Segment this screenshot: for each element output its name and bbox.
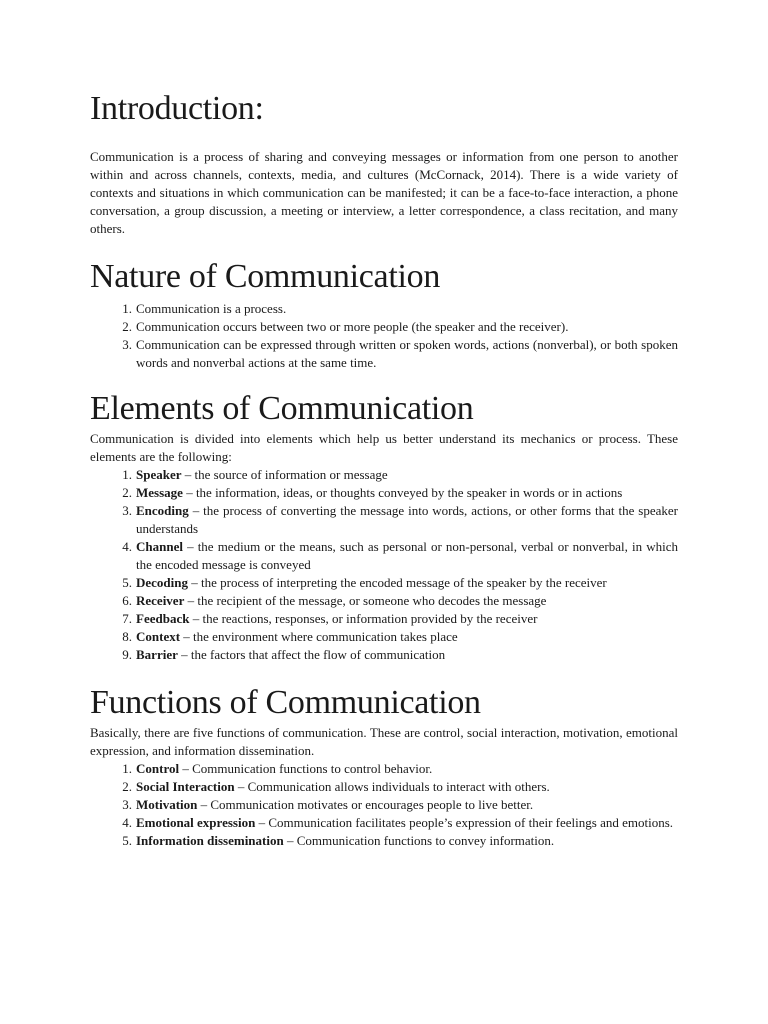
term-description: – the source of information or message	[181, 467, 388, 482]
list-number: 2.	[122, 485, 132, 500]
term-description: – the factors that affect the flow of communication	[177, 647, 446, 662]
list-item	[90, 466, 678, 484]
list-item	[90, 628, 678, 646]
list-number: 3.	[122, 797, 132, 812]
list-number: 8.	[122, 629, 132, 644]
term-description: – Communication functions to convey information.	[283, 833, 555, 848]
list-number: 1.	[122, 761, 132, 776]
list-number: 9.	[122, 647, 132, 662]
term: Information dissemination	[136, 833, 284, 848]
elements-list	[90, 466, 678, 664]
list-number: 6.	[122, 593, 132, 608]
list-item	[90, 484, 678, 502]
list-item	[90, 318, 678, 336]
term: Message	[136, 485, 183, 500]
introduction-paragraph: Communication is a process of sharing and conveying messages or information from one person to another within and across channels, contexts, media, and cultures (McCornack, 2014). There is a wide variety of contexts and situations in which communication can be manifested; it can be a face-to-face interaction, a phone conversation, a group discussion, a meeting or interview, a letter correspondence, a class recitation, and many others.	[90, 149, 678, 236]
list-number: 2.	[122, 779, 132, 794]
term: Speaker	[136, 467, 182, 482]
term: Receiver	[136, 593, 185, 608]
term: Context	[136, 629, 181, 644]
list-item	[90, 502, 678, 538]
list-number: 7.	[122, 611, 132, 626]
list-number: 1.	[122, 467, 132, 482]
term-description: – the reactions, responses, or information provided by the receiver	[189, 611, 538, 626]
list-number: 5.	[122, 575, 132, 590]
list-item	[90, 592, 678, 610]
list-text: Communication is a process.	[136, 301, 287, 316]
list-item	[90, 538, 678, 574]
list-text: Communication can be expressed through written or spoken words, actions (nonverbal), or both spoken words and nonverbal actions at the same time.	[136, 337, 678, 370]
list-item	[90, 778, 678, 796]
list-number: 3.	[122, 503, 132, 518]
term: Motivation	[136, 797, 198, 812]
introduction-heading: Introduction:	[90, 90, 264, 127]
list-item	[90, 760, 678, 778]
list-item	[90, 610, 678, 628]
term-description: – the process of interpreting the encoded message of the speaker by the receiver	[188, 575, 607, 590]
list-number: 3.	[122, 337, 132, 352]
term-description: – Communication motivates or encourages people to live better.	[197, 797, 534, 812]
term: Channel	[136, 539, 183, 554]
term: Encoding	[136, 503, 189, 518]
term-description: – the process of converting the message into words, actions, or other forms that the speaker understands	[136, 503, 678, 536]
term: Control	[136, 761, 180, 776]
nature-heading: Nature of Communication	[90, 258, 441, 295]
term-description: – the environment where communication takes place	[180, 629, 458, 644]
list-number: 4.	[122, 815, 132, 830]
functions-intro: Basically, there are five functions of communication. These are control, social interaction, motivation, emotional expression, and information dissemination.	[90, 725, 678, 758]
term: Decoding	[136, 575, 188, 590]
term-description: – Communication allows individuals to interact with others.	[234, 779, 550, 794]
term: Emotional expression	[136, 815, 256, 830]
elements-heading: Elements of Communication	[90, 390, 474, 427]
list-item	[90, 796, 678, 814]
list-item	[90, 814, 678, 832]
term-description: – Communication facilitates people’s expression of their feelings and emotions.	[255, 815, 674, 830]
term-description: – the information, ideas, or thoughts conveyed by the speaker in words or in actions	[182, 485, 623, 500]
functions-heading: Functions of Communication	[90, 684, 481, 721]
list-text: Communication occurs between two or more people (the speaker and the receiver).	[136, 319, 569, 334]
list-number: 1.	[122, 301, 132, 316]
elements-intro: Communication is divided into elements which help us better understand its mechanics or process. These elements are the following:	[90, 431, 678, 464]
list-item	[90, 574, 678, 592]
list-item	[90, 300, 678, 318]
term: Feedback	[136, 611, 190, 626]
list-number: 5.	[122, 833, 132, 848]
term-description: – Communication functions to control behavior.	[179, 761, 433, 776]
term: Barrier	[136, 647, 178, 662]
list-item	[90, 832, 678, 850]
term-description: – the recipient of the message, or someone who decodes the message	[184, 593, 547, 608]
list-item	[90, 646, 678, 664]
term-description: – the medium or the means, such as personal or non-personal, verbal or nonverbal, in which the encoded message is conveyed	[136, 539, 678, 572]
list-item	[90, 336, 678, 372]
list-number: 4.	[122, 539, 132, 554]
term: Social Interaction	[136, 779, 235, 794]
list-number: 2.	[122, 319, 132, 334]
functions-list	[90, 760, 678, 850]
nature-list	[90, 300, 678, 372]
